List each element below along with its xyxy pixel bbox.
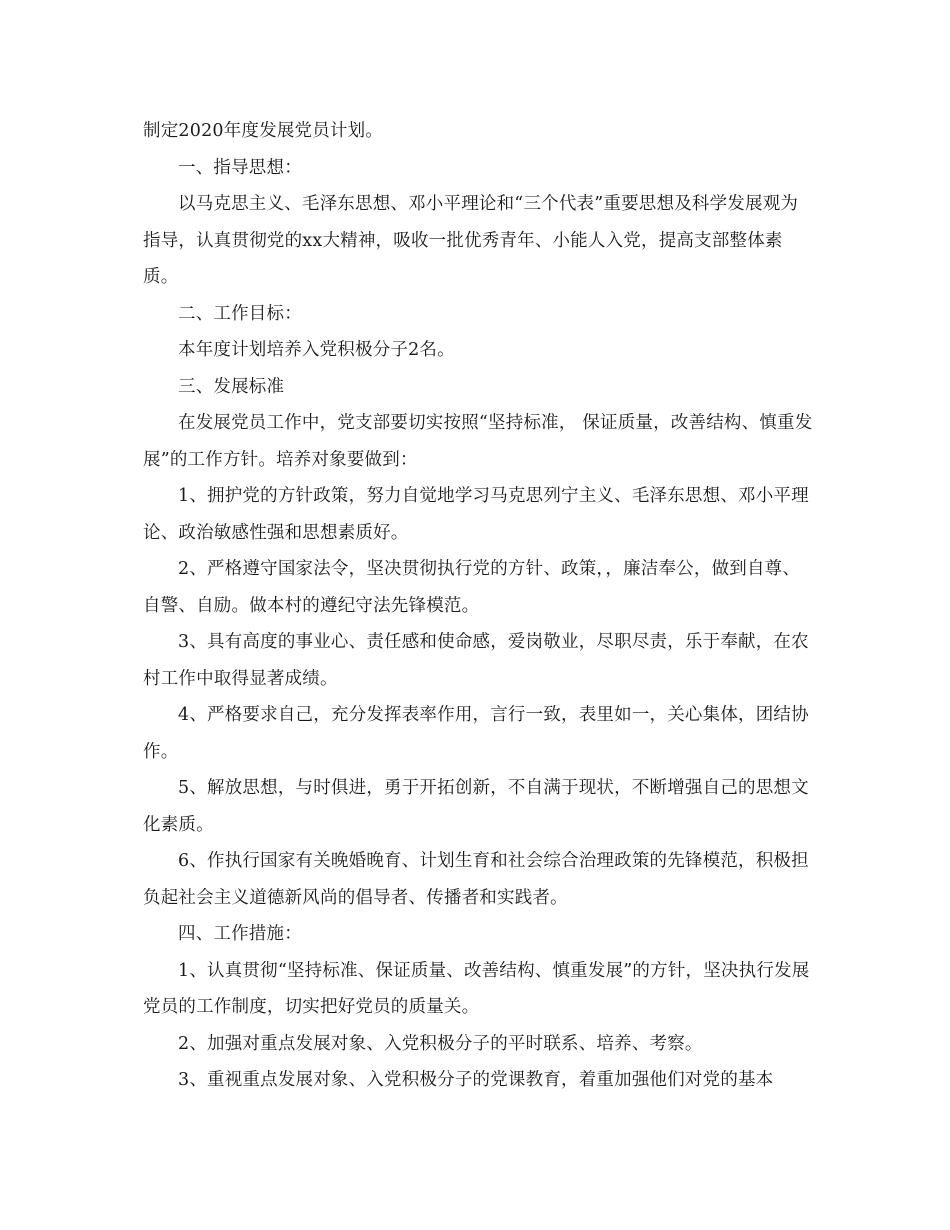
standard-item-4: 4、严格要求自己，充分发挥表率作用，言行一致，表里如一，关心集体，团结协作。 (143, 705, 809, 762)
standard-item-2: 2、严格遵守国家法令，坚决贯彻执行党的方针、政策，，廉洁奉公，做到自尊、自警、自励。做本村的遵纪守法先锋模范。 (143, 559, 801, 616)
standard-item-6: 6、作执行国家有关晚婚晚育、计划生育和社会综合治理政策的先锋模范，积极担负起社会主义道德新风尚的倡导者、传播者和实践者。 (143, 851, 809, 908)
heading-work-measures: 四、工作措施： (178, 924, 302, 944)
paragraph-development-standard: 在发展党员工作中，党支部要切实按照“坚持标准， 保证质量，改善结构、慎重发展”的工作方针。培养对象要做到： (143, 413, 813, 470)
heading-development-standard: 三、发展标准 (178, 376, 285, 397)
measure-item-2: 2、加强对重点发展对象、入党积极分子的平时联系、培养、考察。 (178, 1033, 703, 1054)
standard-item-5: 5、解放思想，与时俱进，勇于开拓创新，不自满于现状，不断增强自己的思想文化素质。 (143, 778, 809, 835)
standard-item-1: 1、拥护党的方针政策，努力自觉地学习马克思列宁主义、毛泽东思想、邓小平理论、政治敏感性强和思想素质好。 (143, 486, 809, 543)
paragraph-work-goal: 本年度计划培养入党积极分子2名。 (178, 340, 455, 360)
heading-work-goal: 二、工作目标： (178, 303, 302, 324)
paragraph-intro: 制定2020年度发展党员计划。 (143, 121, 384, 141)
paragraph-guiding-ideology: 以马克思主义、毛泽东思想、邓小平理论和“三个代表”重要思想及科学发展观为指导，认真贯彻党的xx大精神，吸收一批优秀青年、小能人入党，提高支部整体素质。 (143, 194, 799, 287)
heading-guiding-ideology: 一、指导思想： (178, 157, 302, 178)
measure-item-3: 3、重视重点发展对象、入党积极分子的党课教育，着重加强他们对党的基本 (178, 1070, 774, 1090)
standard-item-3: 3、具有高度的事业心、责任感和使命感，爱岗敬业，尽职尽责，乐于奉献，在农村工作中取得显著成绩。 (143, 632, 809, 689)
measure-item-1: 1、认真贯彻“坚持标准、保证质量、改善结构、慎重发展”的方针，坚决执行发展党员的工作制度，切实把好党员的质量关。 (143, 960, 810, 1017)
document-body (143, 113, 813, 1099)
